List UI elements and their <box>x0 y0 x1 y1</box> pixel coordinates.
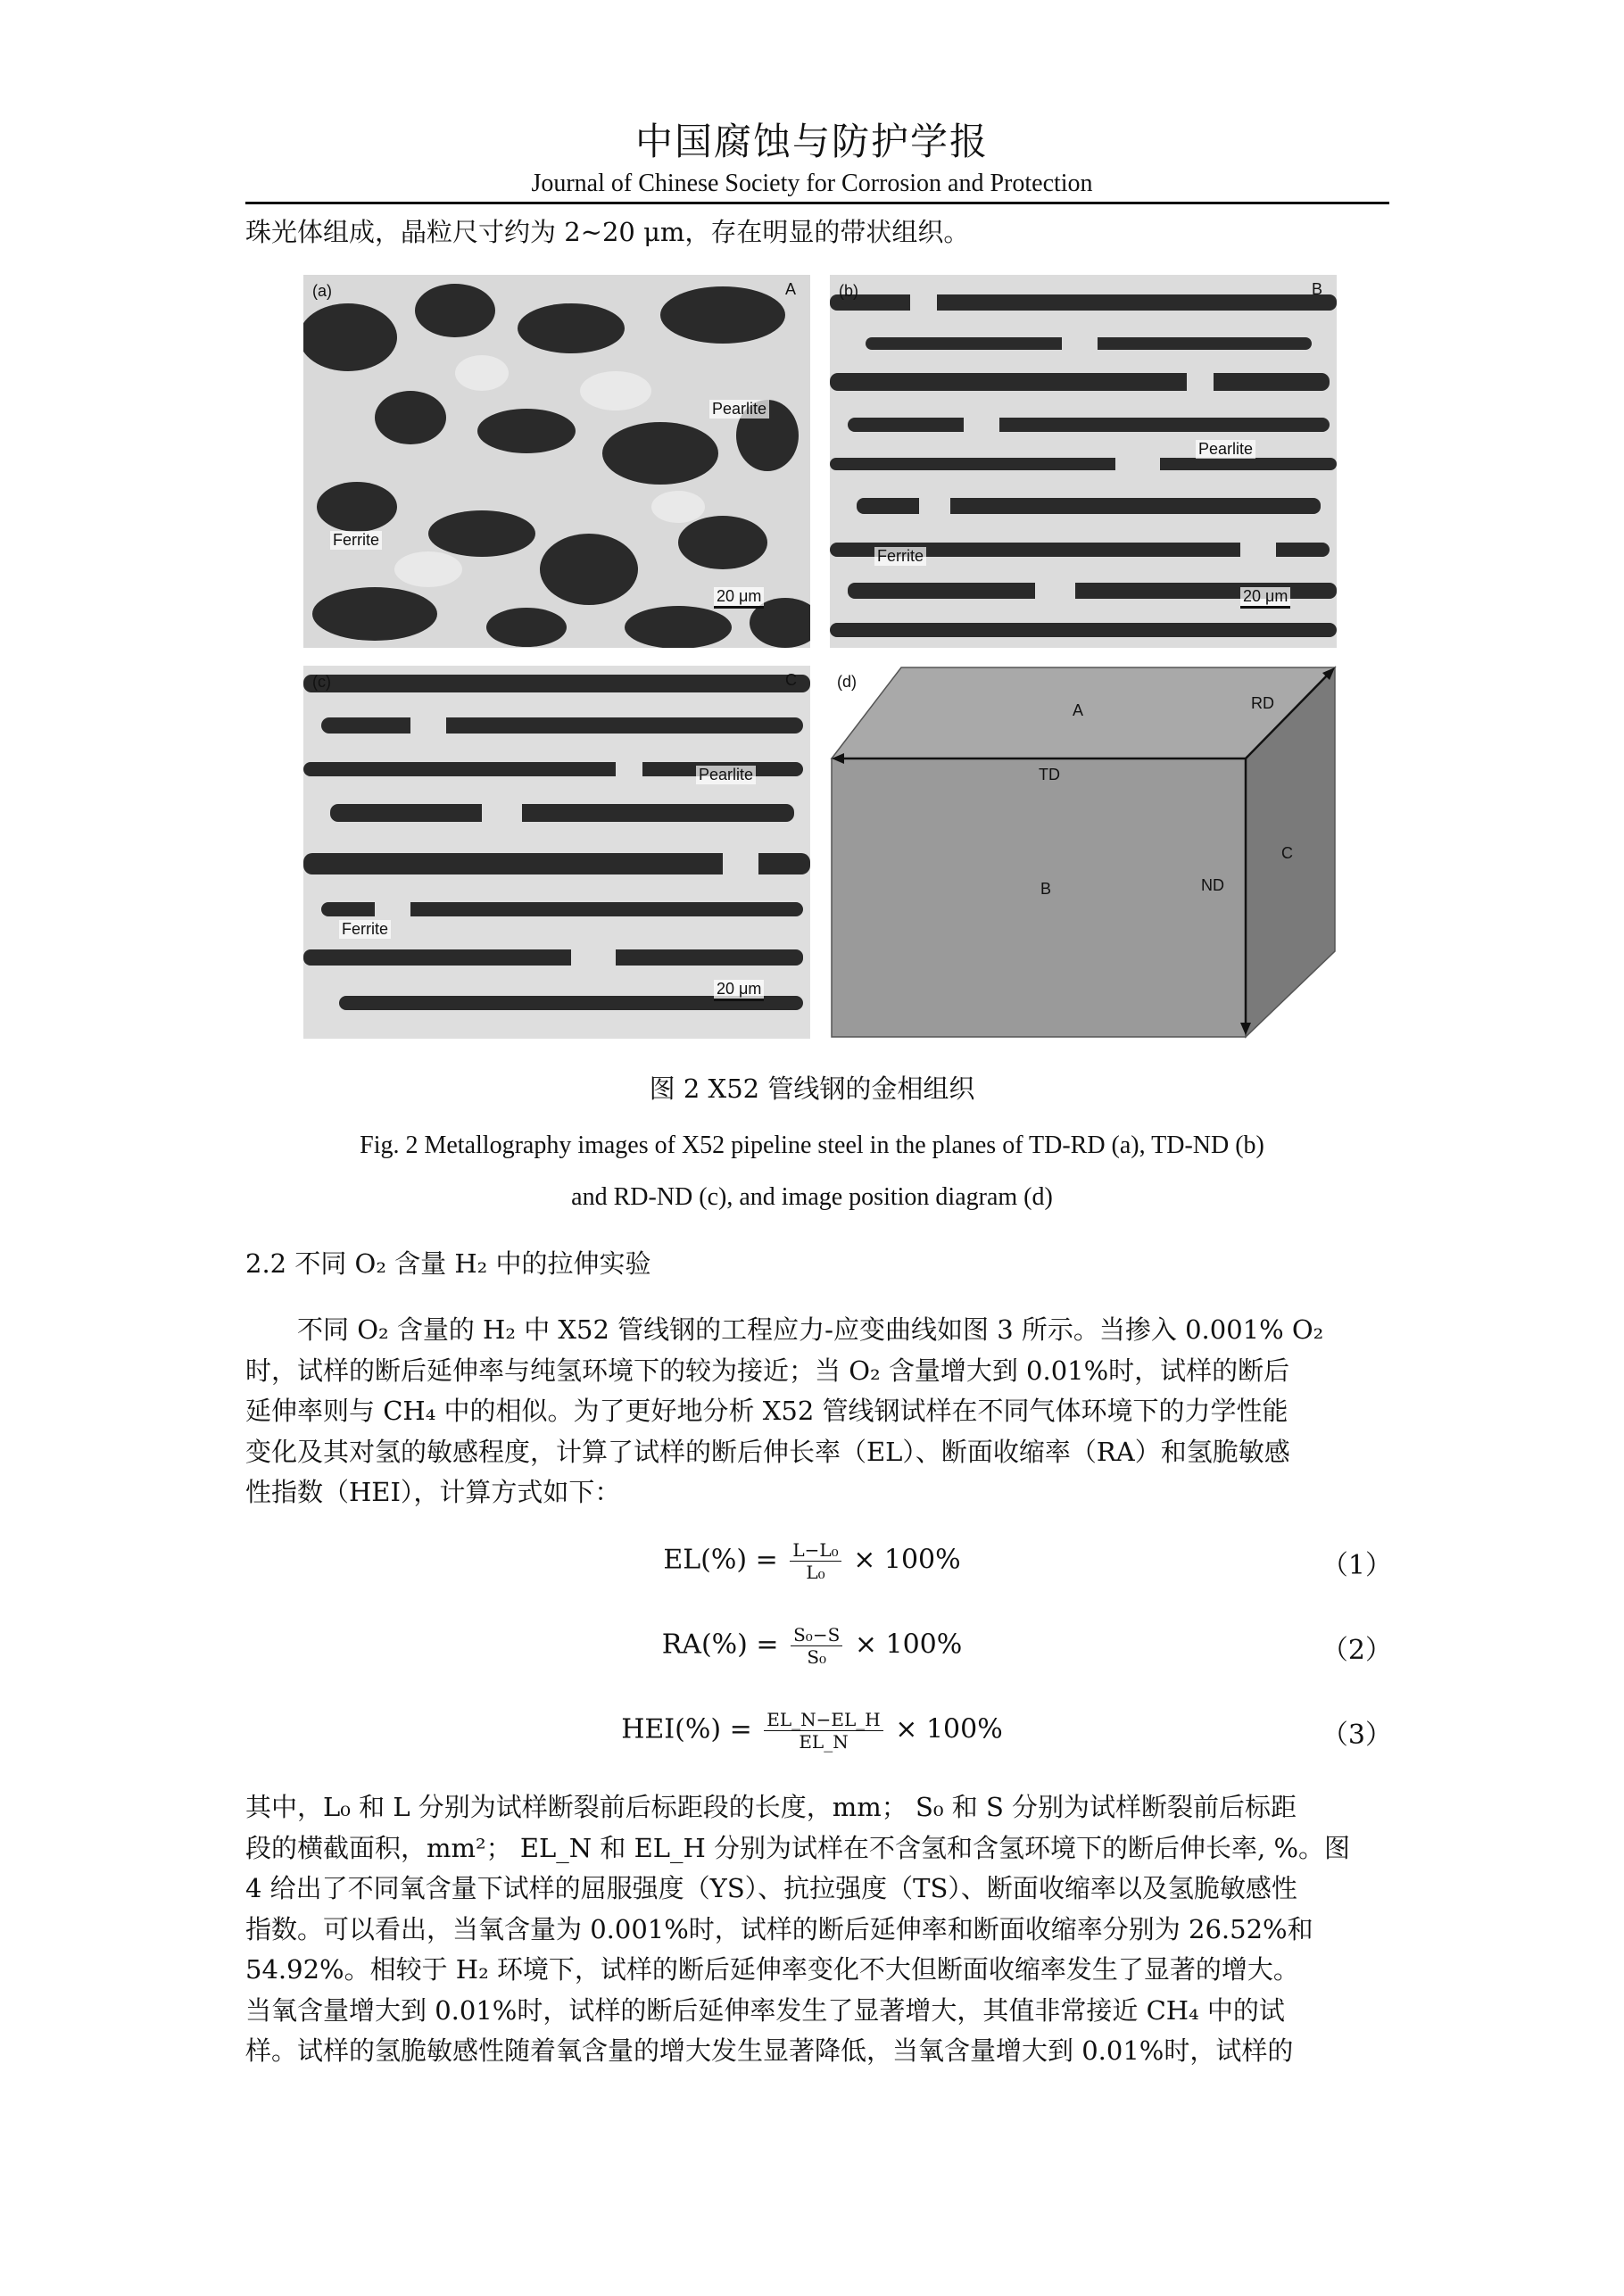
fraction-numerator: S₀−S <box>791 1624 842 1646</box>
equation-rhs: × 100% <box>854 1629 963 1661</box>
scale-bar-label: 20 μm <box>1240 587 1290 609</box>
panel-tag: (d) <box>837 673 857 691</box>
fraction-denominator: S₀ <box>807 1646 827 1668</box>
text-line: 样。试样的氢脆敏感性随着氧含量的增大发生显著降低，当氧含量增大到 0.01%时，试样的 <box>245 2035 1294 2066</box>
scale-bar-label: 20 μm <box>714 980 764 1001</box>
panel-tag: (a) <box>312 282 332 300</box>
face-top-label: A <box>1073 701 1084 719</box>
equation-3 <box>0 1709 1624 1762</box>
paragraph-2 <box>245 1787 1389 2072</box>
figure-caption-cn: 图 2 X52 管线钢的金相组织 <box>649 1073 975 1104</box>
journal-title-en: Journal of Chinese Society for Corrosion and Protection <box>531 170 1093 197</box>
equation-1 <box>0 1539 1624 1593</box>
text-line: 当氧含量增大到 0.01%时，试样的断后延伸率发生了显著增大，其值非常接近 CH₄ 中的试 <box>245 1994 1285 2026</box>
micrograph-panel-b <box>830 275 1337 648</box>
text-line: 4 给出了不同氧含量下试样的屈服强度（YS）、抗拉强度（TS）、断面收缩率以及氢脆敏感性 <box>245 1873 1297 1903</box>
fraction-denominator: L₀ <box>806 1562 825 1583</box>
panel-plane-label: C <box>785 671 797 689</box>
equation-number: （1） <box>1321 1550 1392 1581</box>
equation-lhs: EL(%) = <box>663 1544 778 1576</box>
rd-axis-label: RD <box>1251 694 1274 712</box>
micrograph-panel-a <box>303 275 810 648</box>
equation-number: （2） <box>1321 1635 1392 1666</box>
section-heading: 2.2 不同 O₂ 含量 H₂ 中的拉伸实验 <box>245 1248 651 1279</box>
text-line: 变化及其对氢的敏感程度，计算了试样的断后伸长率（EL）、断面收缩率（RA）和氢脆敏感 <box>245 1436 1290 1467</box>
text-line: 时，试样的断后延伸率与纯氢环境下的较为接近；当 O₂ 含量增大到 0.01%时，试样的断后 <box>245 1355 1290 1386</box>
paragraph-1 <box>245 1310 1389 1513</box>
equation-fraction <box>764 1709 882 1753</box>
ferrite-label: Ferrite <box>339 920 391 939</box>
fraction-denominator: EL_N <box>799 1731 849 1753</box>
td-axis-label: TD <box>1039 766 1060 783</box>
fraction-numerator: EL_N−EL_H <box>764 1709 882 1731</box>
pearlite-label: Pearlite <box>1196 440 1255 459</box>
header-rule <box>245 202 1389 204</box>
text-line: 珠光体组成，晶粒尺寸约为 2~20 μm，存在明显的带状组织。 <box>245 217 970 247</box>
face-front-label: B <box>1040 880 1052 898</box>
equation-lhs: HEI(%) = <box>621 1713 752 1745</box>
text-line: 54.92%。相较于 H₂ 环境下，试样的断后延伸率变化不大但断面收缩率发生了显著的增大。 <box>245 1954 1299 1985</box>
equation-lhs: RA(%) = <box>661 1629 779 1661</box>
text-line: 不同 O₂ 含量的 H₂ 中 X52 管线钢的工程应力-应变曲线如图 3 所示。当掺入 0.001% O₂ <box>297 1314 1324 1345</box>
pearlite-label: Pearlite <box>696 766 756 784</box>
ferrite-label: Ferrite <box>330 531 382 550</box>
position-diagram-d <box>830 666 1337 1039</box>
scale-bar-label: 20 μm <box>714 587 764 609</box>
text-line: 延伸率则与 CH₄ 中的相似。为了更好地分析 X52 管线钢试样在不同气体环境下的力学性能 <box>245 1396 1288 1426</box>
panel-plane-label: A <box>785 280 797 298</box>
nd-axis-label: ND <box>1201 876 1224 894</box>
text-line: 其中，L₀ 和 L 分别为试样断裂前后标距段的长度，mm； S₀ 和 S 分别为试样断裂前后标距 <box>245 1792 1297 1822</box>
text-line: 指数。可以看出，当氧含量为 0.001%时，试样的断后延伸率和断面收缩率分别为 26.52%和 <box>245 1913 1313 1944</box>
equation-fraction <box>791 1624 842 1668</box>
equation-2 <box>0 1624 1624 1678</box>
panel-plane-label: B <box>1312 280 1323 298</box>
panel-tag: (c) <box>312 673 331 691</box>
intro-paragraph <box>245 212 1389 253</box>
text-line: 段的横截面积，mm²； EL_N 和 EL_H 分别为试样在不含氢和含氢环境下的断后伸长率, %。图 <box>245 1832 1351 1863</box>
journal-title-cn: 中国腐蚀与防护学报 <box>634 120 989 163</box>
fraction-numerator: L−L₀ <box>790 1539 841 1562</box>
figure-caption-en-line1: Fig. 2 Metallography images of X52 pipeline steel in the planes of TD-RD (a), TD-ND (b) <box>360 1131 1264 1159</box>
text-line: 性指数（HEI），计算方式如下： <box>245 1477 621 1507</box>
ferrite-label: Ferrite <box>874 547 926 566</box>
pearlite-label: Pearlite <box>709 400 769 419</box>
figure-caption-en-line2: and RD-ND (c), and image position diagram (d) <box>571 1183 1053 1211</box>
equation-number: （3） <box>1321 1720 1392 1751</box>
face-side-label: C <box>1281 844 1293 862</box>
equation-rhs: × 100% <box>895 1713 1003 1745</box>
micrograph-panel-c <box>303 666 810 1039</box>
equation-rhs: × 100% <box>853 1544 961 1576</box>
equation-fraction <box>790 1539 841 1583</box>
panel-tag: (b) <box>839 282 858 300</box>
